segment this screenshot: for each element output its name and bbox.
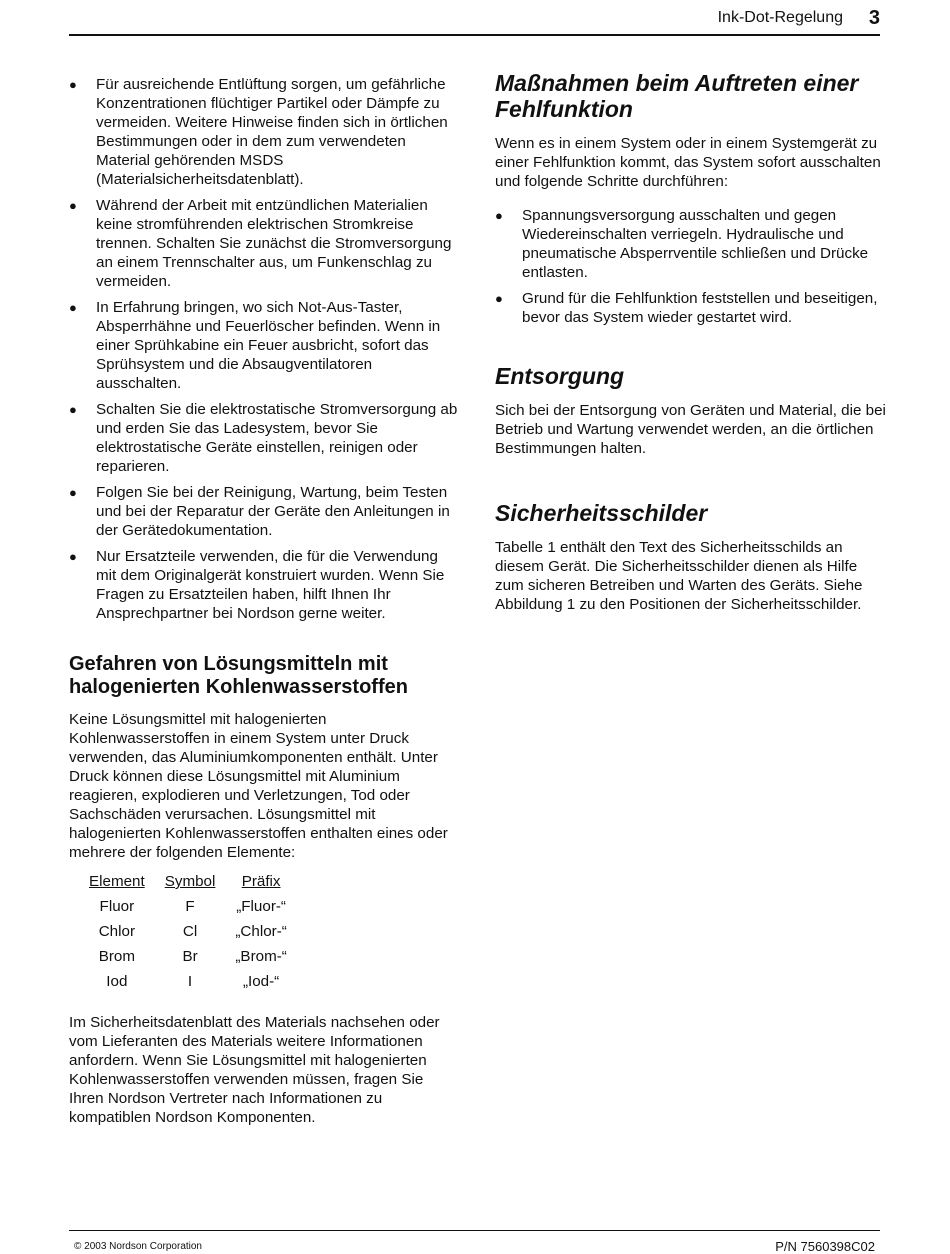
column-header: Element bbox=[89, 873, 145, 890]
right-column bbox=[495, 70, 887, 614]
malfunction-heading: Maßnahmen beim Auftreten einer Fehlfunktion bbox=[495, 70, 859, 122]
list-item: ● Schalten Sie die elektrostatische Stromversorgung ab und erden Sie das Ladesystem, bevor Sie elektrostatische Geräte einstellen, reinigen oder reparieren. bbox=[69, 401, 458, 475]
malfunction-intro: Wenn es in einem System oder in einem Systemgerät zu einer Fehlfunktion kommt, das System sofort ausschalten und folgende Schritte durchführen: bbox=[495, 135, 881, 190]
left-column bbox=[69, 75, 461, 1127]
bullet-icon: ● bbox=[69, 485, 77, 500]
solvents-heading: Gefahren von Lösungsmitteln mit halogenierten Kohlenwasserstoffen bbox=[69, 653, 408, 698]
list-item: ● Grund für die Fehlfunktion feststellen und beseitigen, bevor das System wieder gestartet wird. bbox=[495, 290, 878, 326]
page-number: 3 bbox=[868, 7, 880, 29]
bullet-icon: ● bbox=[69, 300, 77, 315]
list-item: ● Während der Arbeit mit entzündlichen Materialien keine stromführenden elektrischen Stromkreise trennen. Schalten Sie zunächst die Stromversorgung an einem Trennschalter aus, um Funkenschlag zu vermeiden. bbox=[69, 197, 452, 290]
labels-text: Tabelle 1 enthält den Text des Sicherheitsschilds an diesem Gerät. Die Sicherheitsschilder dienen als Hilfe zum sicheren Betreiben und Warten des Geräts. Siehe Abbildung 1 zu den Positionen der Sicherheitsschilder. bbox=[495, 539, 863, 613]
header-title: Ink-Dot-Regelung bbox=[717, 9, 843, 26]
list-item: ● Für ausreichende Entlüftung sorgen, um gefährliche Konzentrationen flüchtiger Partikel oder Dämpfe zu vermeiden. Weitere Hinweise finden sich in örtlichen Bestimmungen oder in dem zum verwendeten Material gehörenden MSDS (Materialsicherheitsdatenblatt). bbox=[69, 76, 448, 188]
halogen-table bbox=[79, 872, 297, 997]
bullet-icon: ● bbox=[69, 402, 77, 417]
disposal-heading: Entsorgung bbox=[495, 363, 625, 389]
column-header: Symbol bbox=[164, 873, 216, 890]
disposal-text: Sich bei der Entsorgung von Geräten und Material, die bei Betrieb und Wartung verwendet werden, an die örtlichen Bestimmungen halten. bbox=[495, 402, 886, 457]
list-item: ● Spannungsversorgung ausschalten und gegen Wiedereinschalten verriegeln. Hydraulische und pneumatische Absperrventile schließen und Drücke entlasten. bbox=[495, 207, 869, 281]
solvents-intro: Keine Lösungsmittel mit halogenierten Kohlenwasserstoffen in einem System unter Druck verwenden, das Aluminiumkomponenten enthält. Unter Druck können diese Lösungsmittel mit Aluminium reagieren, explodieren und Verletzungen, Tod oder Sachschäden verursachen. Lösungsmittel mit halogenierten Kohlenwasserstoffen enthalten eines oder mehrere der folgenden Elemente: bbox=[69, 711, 448, 861]
bullet-icon: ● bbox=[69, 77, 77, 92]
footer-rule bbox=[69, 1230, 880, 1231]
list-item: ● In Erfahrung bringen, wo sich Not-Aus-Taster, Absperrhähne und Feuerlöscher befinden. Wenn in einer Sprühkabine ein Feuer ausbricht, sofort das Sprühsystem und die Absaugventilatoren ausschalten. bbox=[69, 299, 441, 392]
bullet-icon: ● bbox=[69, 549, 77, 564]
footer-part-number: P/N 7560398C02 bbox=[775, 1239, 875, 1254]
table-row: Fluor F „Fluor-“ bbox=[99, 898, 286, 915]
table-row: Chlor Cl „Chlor-“ bbox=[98, 923, 287, 940]
table-row: Iod I „Iod-“ bbox=[106, 973, 280, 990]
list-item: ● Folgen Sie bei der Reinigung, Wartung, beim Testen und bei der Reparatur der Geräte den Anleitungen in der Gerätedokumentation. bbox=[69, 484, 450, 539]
bullet-icon: ● bbox=[495, 208, 503, 223]
header-rule bbox=[69, 34, 880, 36]
labels-heading: Sicherheitsschilder bbox=[495, 500, 708, 526]
bullet-icon: ● bbox=[69, 198, 77, 213]
table-header-row bbox=[79, 872, 297, 897]
list-item: ● Nur Ersatzteile verwenden, die für die Verwendung mit dem Originalgerät konstruiert wurden. Wenn Sie Fragen zu Ersatzteilen haben, hilft Ihnen Ihr Ansprechpartner bei Nordson gerne weiter. bbox=[69, 548, 445, 622]
solvents-outro: Im Sicherheitsdatenblatt des Materials nachsehen oder vom Lieferanten des Materials weitere Informationen anfordern. Wenn Sie Lösungsmittel mit halogenierten Kohlenwasserstoffen verwenden müssen, fragen Sie Ihren Nordson Vertreter nach Informationen zu kompatiblen Nordson Komponenten. bbox=[69, 1014, 440, 1126]
footer-copyright: © 2003 Nordson Corporation bbox=[74, 1241, 202, 1252]
safety-bullet-list bbox=[69, 75, 461, 623]
bullet-icon: ● bbox=[495, 291, 503, 306]
malfunction-bullet-list bbox=[495, 206, 887, 327]
column-header: Präfix bbox=[241, 873, 281, 890]
table-row: Brom Br „Brom-“ bbox=[98, 948, 287, 965]
